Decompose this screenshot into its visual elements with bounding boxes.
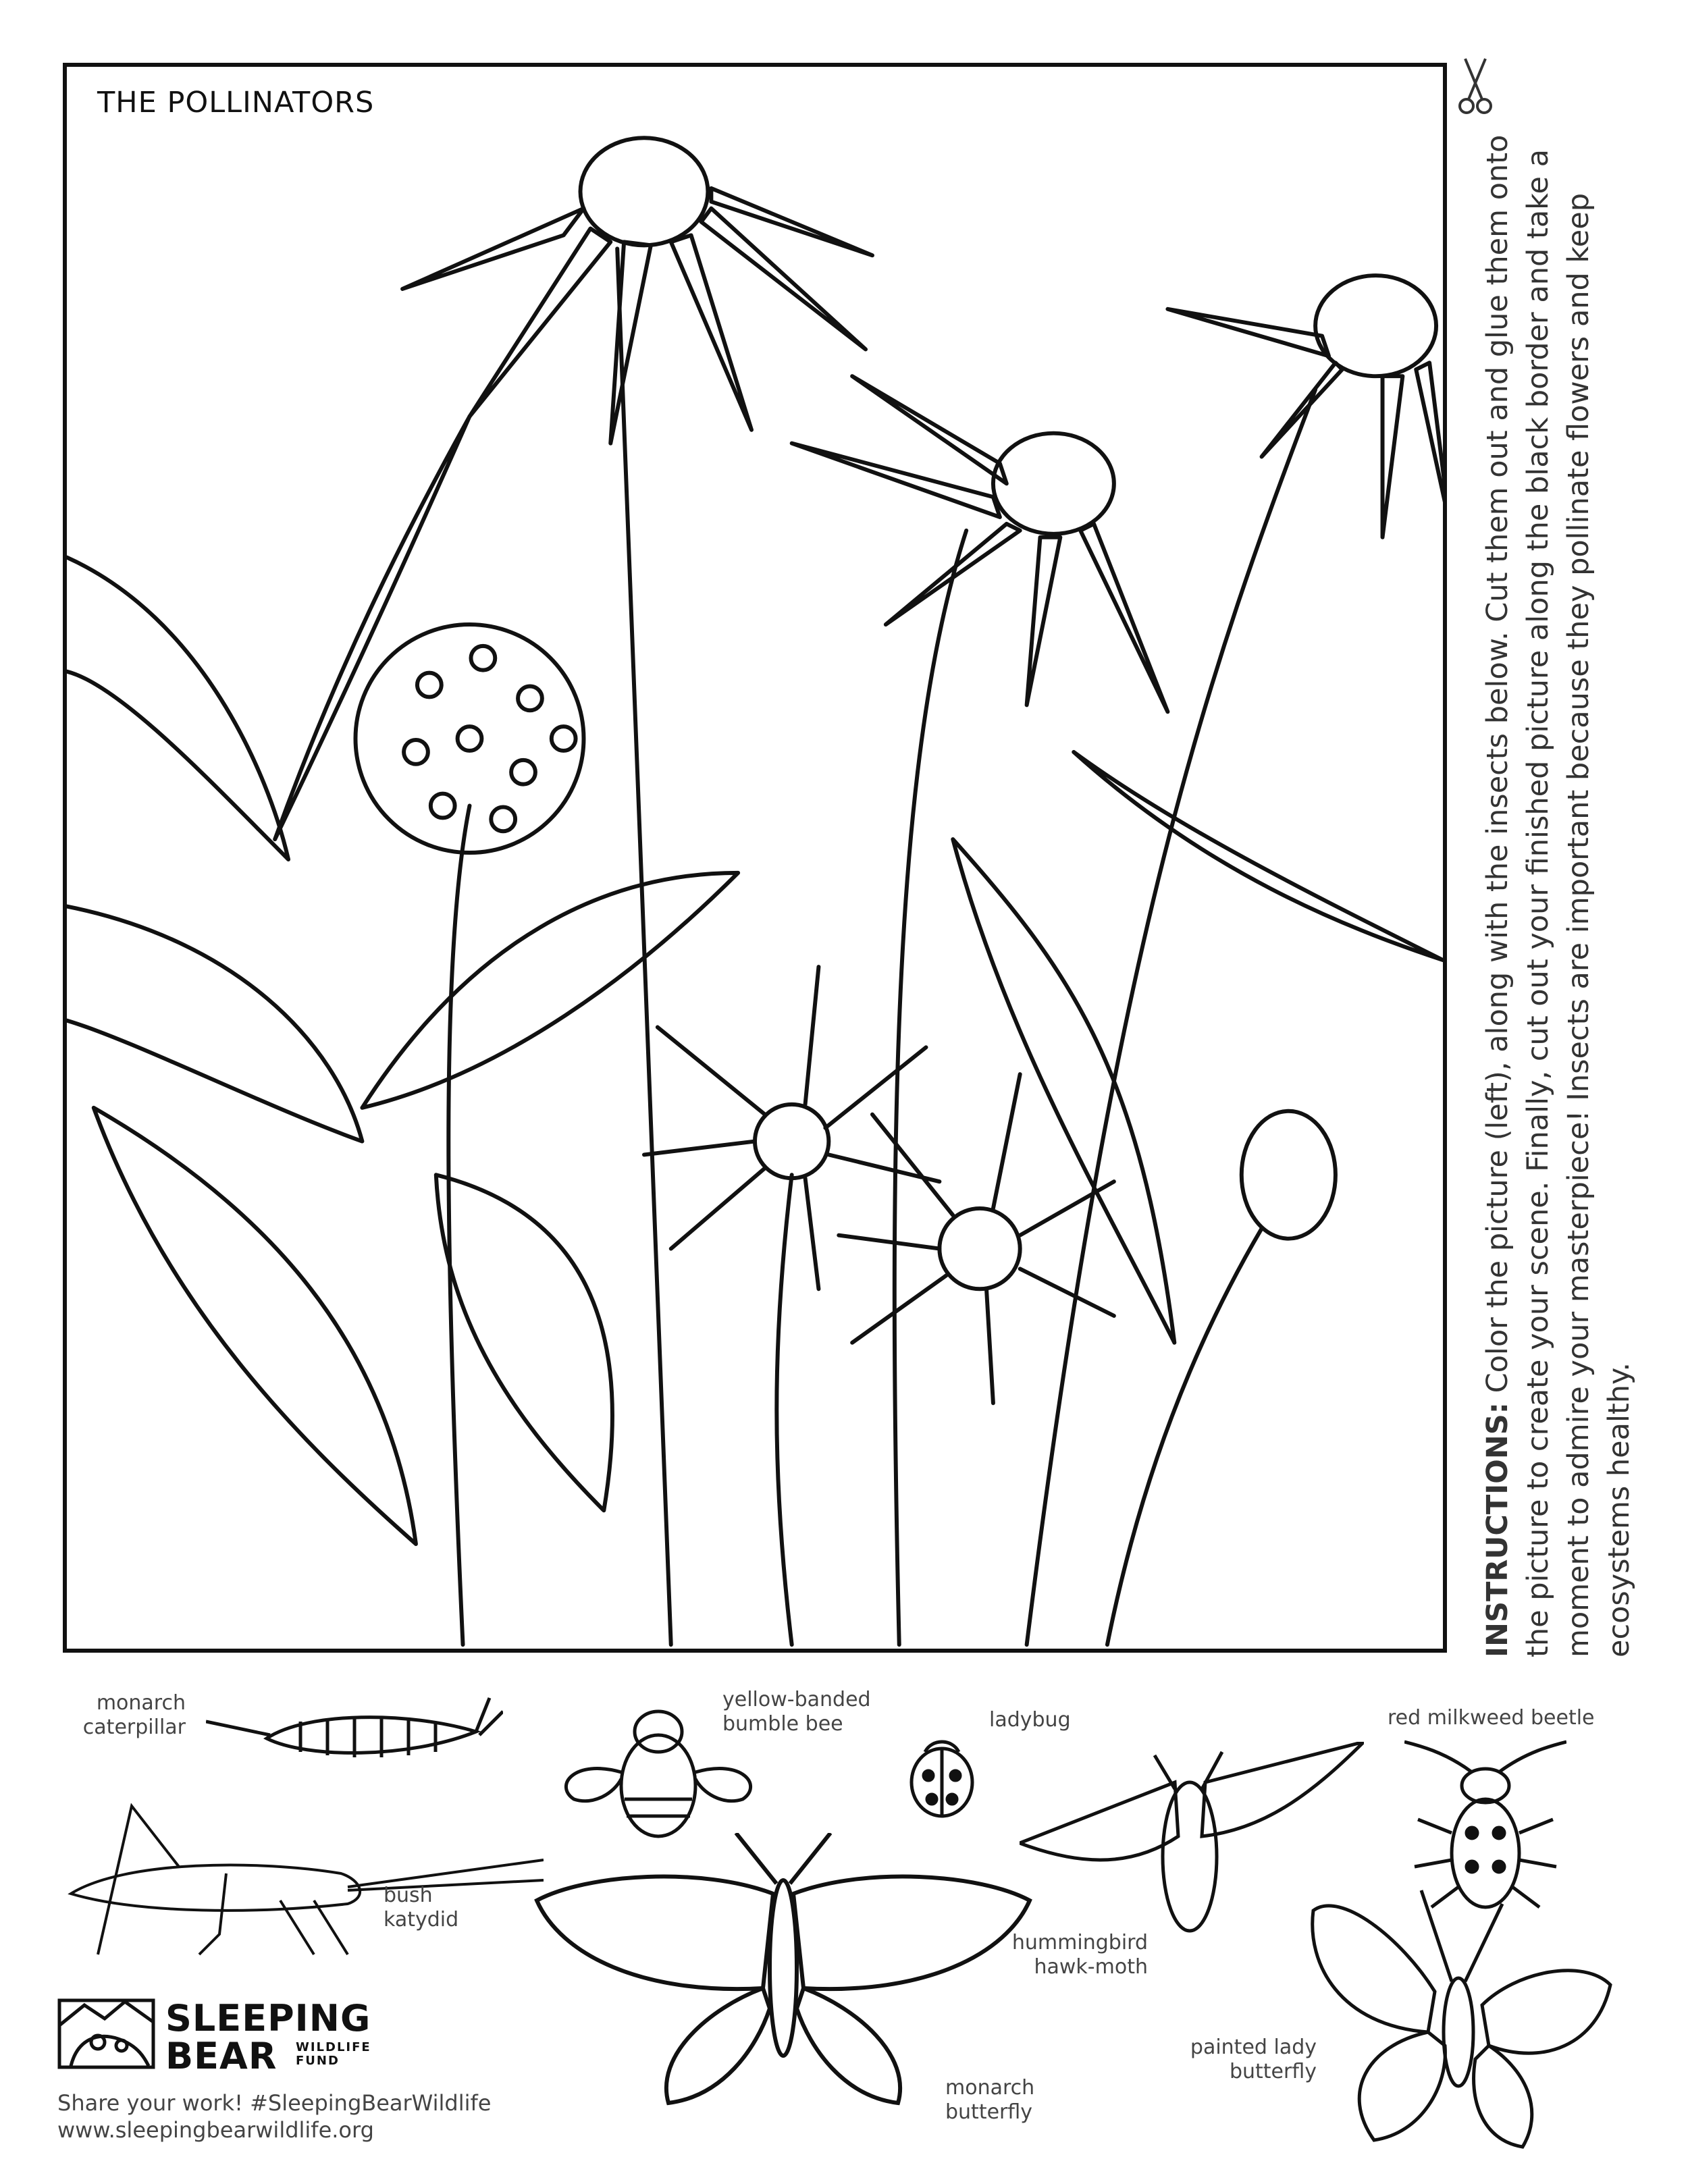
monarch-caterpillar-icon xyxy=(206,1684,503,1772)
instructions-text xyxy=(1477,132,1639,1657)
coloring-frame xyxy=(63,63,1447,1653)
logo-subtitle: WILDLIFE FUND xyxy=(296,2040,371,2068)
painted-lady-butterfly-icon xyxy=(1300,1870,1617,2154)
logo-wordmark: SLEEPING BEAR xyxy=(165,1997,371,2077)
caption-monarch-butterfly: monarch butterfly xyxy=(945,2076,1035,2124)
instructions-label: INSTRUCTIONS: xyxy=(1481,1402,1514,1657)
website-link[interactable]: www.sleepingbearwildlife.org xyxy=(57,2117,374,2143)
instructions-body: Color the picture (left), along with the insects below. Cut them out and glue them onto the picture to create your scene. Finally, cut out your finished picture along the black border and take a moment to admire your masterpiece! Insects are important because they pollinate flowers and keep ecosystems healthy. xyxy=(1481,134,1636,1657)
page-title: THE POLLINATORS xyxy=(97,86,375,119)
scissors-icon xyxy=(1452,55,1499,116)
footer xyxy=(57,2089,491,2143)
ladybug-icon xyxy=(901,1725,982,1819)
bush-katydid-icon xyxy=(57,1786,544,1961)
caption-painted-lady-butterfly: painted lady butterfly xyxy=(1190,2035,1317,2083)
bear-fox-owl-logo-icon xyxy=(57,1998,155,2069)
caption-monarch-caterpillar: monarch caterpillar xyxy=(82,1691,186,1739)
caption-bumble-bee: yellow-banded bumble bee xyxy=(722,1688,871,1736)
caption-red-milkweed-beetle: red milkweed beetle xyxy=(1388,1706,1595,1730)
caption-bush-katydid: bush katydid xyxy=(384,1884,459,1932)
caption-ladybug: ladybug xyxy=(989,1708,1071,1732)
share-text: Share your work! #SleepingBearWildlife xyxy=(57,2090,492,2116)
monarch-butterfly-icon xyxy=(533,1833,1033,2116)
bumble-bee-icon xyxy=(547,1698,770,1843)
flower-scene-illustration xyxy=(67,67,1443,1649)
caption-hummingbird-hawk-moth: hummingbird hawk-moth xyxy=(1011,1931,1148,1979)
